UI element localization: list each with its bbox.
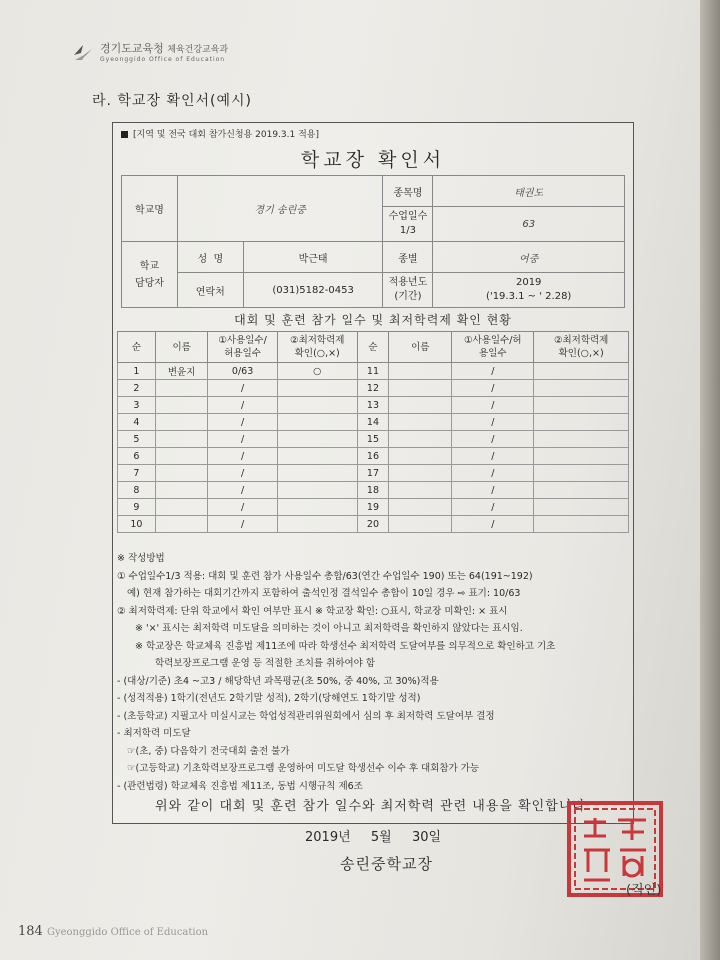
cell-check [277, 414, 357, 431]
cell-name [155, 465, 208, 482]
cell-no2: 15 [357, 431, 389, 448]
confirmation-statement: 위와 같이 대회 및 훈련 참가 일수와 최저학력 관련 내용을 확인합니다. [154, 799, 592, 814]
cell-no: 3 [118, 397, 156, 414]
official-seal-icon [566, 800, 664, 898]
form-note-text: [지역 및 전국 대회 참가신청용 2019.3.1 적용] [133, 130, 319, 140]
square-bullet-icon [121, 131, 128, 138]
cell-check [277, 380, 357, 397]
cell-check2 [534, 465, 629, 482]
cell-check [277, 448, 357, 465]
cell-days2: / [452, 397, 534, 414]
method-line: - (관련법령) 학교체육 진흥법 제11조, 동법 시행규칙 제6조 [117, 780, 363, 792]
method-line: ※ 학교장은 학교체육 진흥법 제11조에 따라 학생선수 최저학력 도달여부를 의무적으로 확인하고 기초 [135, 640, 556, 652]
header-org [100, 40, 228, 56]
cell-no: 7 [118, 465, 156, 482]
cell-no2: 12 [357, 380, 389, 397]
method-line: ☞(고등학교) 기초학력보장프로그램 운영하여 미도달 학생선수 이수 후 대회참가 가능 [127, 763, 480, 774]
cell-days2: / [452, 414, 534, 431]
cell-days: / [208, 465, 277, 482]
method-line: ② 최저학력제: 단위 학교에서 확인 여부만 표시 ※ 학교장 확인: ○표시, 학교장 미확인: × 표시 [117, 605, 508, 617]
cell-name [155, 448, 208, 465]
status-subtitle: 대회 및 훈련 참가 일수 및 최저학력제 확인 현황 [234, 313, 512, 327]
col-days [208, 332, 277, 363]
cell-check2 [534, 380, 629, 397]
contact-label-line2: 담당자 [134, 277, 164, 289]
education-office-logo-icon [72, 41, 94, 63]
cell-check2 [534, 431, 629, 448]
year-value [433, 273, 625, 308]
method-line: - (초등학교) 지필고사 미실시교는 학업성적관리위원회에서 심의 후 최저학력 도달여부 결정 [117, 710, 495, 722]
event-value: 태권도 [433, 176, 625, 207]
contact-label [122, 242, 178, 308]
cell-name2 [389, 414, 452, 431]
cell-no: 2 [118, 380, 156, 397]
year-label-line1: 적용년도 [388, 277, 428, 288]
year-label-line2: (기간) [394, 291, 422, 302]
cell-no2: 11 [357, 363, 389, 380]
page-number: 184 [18, 924, 43, 939]
cell-check2 [534, 516, 629, 533]
cell-days2: / [452, 431, 534, 448]
cell-check [277, 516, 357, 533]
cell-days2: / [452, 448, 534, 465]
gender-label: 종별 [383, 242, 433, 273]
cell-days: / [208, 499, 277, 516]
cell-days: / [208, 414, 277, 431]
table-row [118, 431, 629, 448]
cell-no: 5 [118, 431, 156, 448]
col-check [277, 332, 357, 363]
cell-name [155, 397, 208, 414]
cell-name [155, 499, 208, 516]
cell-days: / [208, 482, 277, 499]
cell-check [277, 465, 357, 482]
cell-check [277, 499, 357, 516]
cell-days2: / [452, 482, 534, 499]
cell-name2 [389, 363, 452, 380]
cell-days2: / [452, 380, 534, 397]
cell-name: 변윤지 [155, 363, 208, 380]
cell-check2 [534, 363, 629, 380]
table-row [118, 482, 629, 499]
table-body [118, 363, 629, 533]
cell-check: ○ [277, 363, 357, 380]
cell-name2 [389, 465, 452, 482]
cell-check2 [534, 448, 629, 465]
table-row [118, 414, 629, 431]
cell-no: 10 [118, 516, 156, 533]
cell-name2 [389, 482, 452, 499]
method-line: ☞(초, 중) 다음학기 전국대회 출전 불가 [127, 745, 290, 757]
table-header-row [118, 332, 629, 363]
method-line: - (성적적용) 1학기(전년도 2학기말 성적), 2학기(당해연도 1학기말 성적) [117, 693, 421, 704]
org-name: 경기도교육청 [100, 42, 164, 55]
method-line: - (대상/기준) 초4 ~고3 / 해당학년 과목평균(초 50%, 중 40%, 고 30%)적용 [117, 675, 439, 687]
cell-days: 0/63 [208, 363, 277, 380]
form-title: 학교장 확인서 [300, 149, 446, 171]
seal-label: (직인) [626, 883, 662, 898]
cell-no2: 17 [357, 465, 389, 482]
cell-no2: 13 [357, 397, 389, 414]
cell-no: 1 [118, 363, 156, 380]
cell-check2 [534, 397, 629, 414]
col-days-2 [452, 332, 534, 363]
cell-name [155, 380, 208, 397]
col-name: 이름 [155, 332, 208, 363]
cell-check2 [534, 482, 629, 499]
cell-days: / [208, 448, 277, 465]
event-label: 종목명 [383, 176, 433, 207]
dept-name: 체육건강교육과 [167, 45, 229, 55]
table-row [118, 448, 629, 465]
col-name-2: 이름 [389, 332, 452, 363]
cell-days: / [208, 516, 277, 533]
principal-confirmation-form [112, 122, 634, 824]
table-row [118, 516, 629, 533]
cell-check [277, 397, 357, 414]
col-check2-line1: ②최저학력제 [553, 335, 609, 346]
cell-check [277, 431, 357, 448]
method-line: ※ 작성방법 [117, 553, 165, 564]
table-row [118, 363, 629, 380]
school-info-table [121, 175, 625, 308]
method-line: ※ '×' 표시는 최저학력 미도달을 의미하는 것이 아니고 최저학력을 확인하지 않았다는 표시임. [135, 623, 523, 634]
cell-no2: 20 [357, 516, 389, 533]
col-check-2 [534, 332, 629, 363]
cell-name2 [389, 397, 452, 414]
page-edge-shadow [700, 0, 720, 960]
phone-value: (031)5182-0453 [243, 273, 383, 308]
cell-days2: / [452, 465, 534, 482]
participation-table [117, 331, 629, 533]
cell-name2 [389, 499, 452, 516]
cell-no2: 14 [357, 414, 389, 431]
table-row [118, 465, 629, 482]
cell-no: 6 [118, 448, 156, 465]
cell-name2 [389, 516, 452, 533]
cell-name2 [389, 380, 452, 397]
cell-days: / [208, 380, 277, 397]
cell-no2: 19 [357, 499, 389, 516]
col-no: 순 [118, 332, 156, 363]
page-footer [18, 924, 208, 939]
cell-name [155, 431, 208, 448]
cell-name [155, 414, 208, 431]
name-value: 박근태 [243, 242, 383, 273]
cell-days: / [208, 431, 277, 448]
days-value: 63 [433, 207, 625, 242]
footer-text: Gyeonggido Office of Education [46, 927, 209, 938]
cell-name [155, 482, 208, 499]
phone-label: 연락처 [177, 273, 243, 308]
table-row [118, 499, 629, 516]
cell-days2: / [452, 363, 534, 380]
col-no-2: 순 [357, 332, 389, 363]
section-heading: 라. 학교장 확인서(예시) [92, 93, 252, 109]
name-label: 성 명 [177, 242, 243, 273]
year-label [383, 273, 433, 308]
col-check2-line2: 확인(○,×) [558, 348, 604, 359]
cell-name [155, 516, 208, 533]
cell-days2: / [452, 499, 534, 516]
method-line: 예) 현재 참가하는 대회기간까지 포함하여 출석인정 결석일수 총합이 10일 경우 ⇨ 표기: 10/63 [127, 588, 521, 599]
cell-no: 9 [118, 499, 156, 516]
cell-days2: / [452, 516, 534, 533]
cell-name2 [389, 448, 452, 465]
cell-name2 [389, 431, 452, 448]
cell-no2: 18 [357, 482, 389, 499]
col-days2-line1: ①사용일수/허 [464, 335, 522, 346]
org-english: Gyeonggido Office of Education [100, 56, 226, 63]
cell-no: 4 [118, 414, 156, 431]
school-value: 경기 송린중 [177, 176, 383, 242]
year-value-line1: 2019 [515, 277, 542, 288]
col-days-line1: ①사용일수/ [218, 335, 267, 346]
cell-no2: 16 [357, 448, 389, 465]
cell-check2 [534, 414, 629, 431]
cell-check [277, 482, 357, 499]
cell-check2 [534, 499, 629, 516]
table-row [118, 397, 629, 414]
cell-no: 8 [118, 482, 156, 499]
signer-name: 송린중학교장 [340, 855, 433, 873]
issue-date: 2019년 5월 30일 [305, 830, 442, 845]
table-row [118, 380, 629, 397]
contact-label-line1: 학교 [139, 260, 160, 272]
col-days-line2: 허용일수 [224, 348, 261, 359]
col-check-line2: 확인(○,×) [294, 348, 340, 359]
days-label [383, 207, 433, 242]
school-label: 학교명 [122, 176, 178, 242]
days-label-line2: 1/3 [399, 225, 416, 236]
col-check-line1: ②최저학력제 [290, 335, 345, 346]
gender-value: 여중 [433, 242, 625, 273]
method-line: ① 수업일수1/3 적용: 대회 및 훈련 참가 사용일수 총합/63(연간 수업일수 190) 또는 64(191~192) [117, 570, 533, 582]
method-line: 학력보장프로그램 운영 등 적절한 조치를 취하여야 함 [155, 658, 376, 669]
days-label-line1: 수업일수 [388, 211, 428, 222]
header-logo [72, 40, 228, 63]
col-days2-line2: 용일수 [479, 348, 507, 359]
method-line: - 최저학력 미도달 [117, 728, 191, 739]
writing-method-notes [117, 550, 627, 795]
form-note [121, 127, 319, 140]
cell-days: / [208, 397, 277, 414]
period-value: ('19.3.1 ~ ' 2.28) [486, 291, 572, 302]
